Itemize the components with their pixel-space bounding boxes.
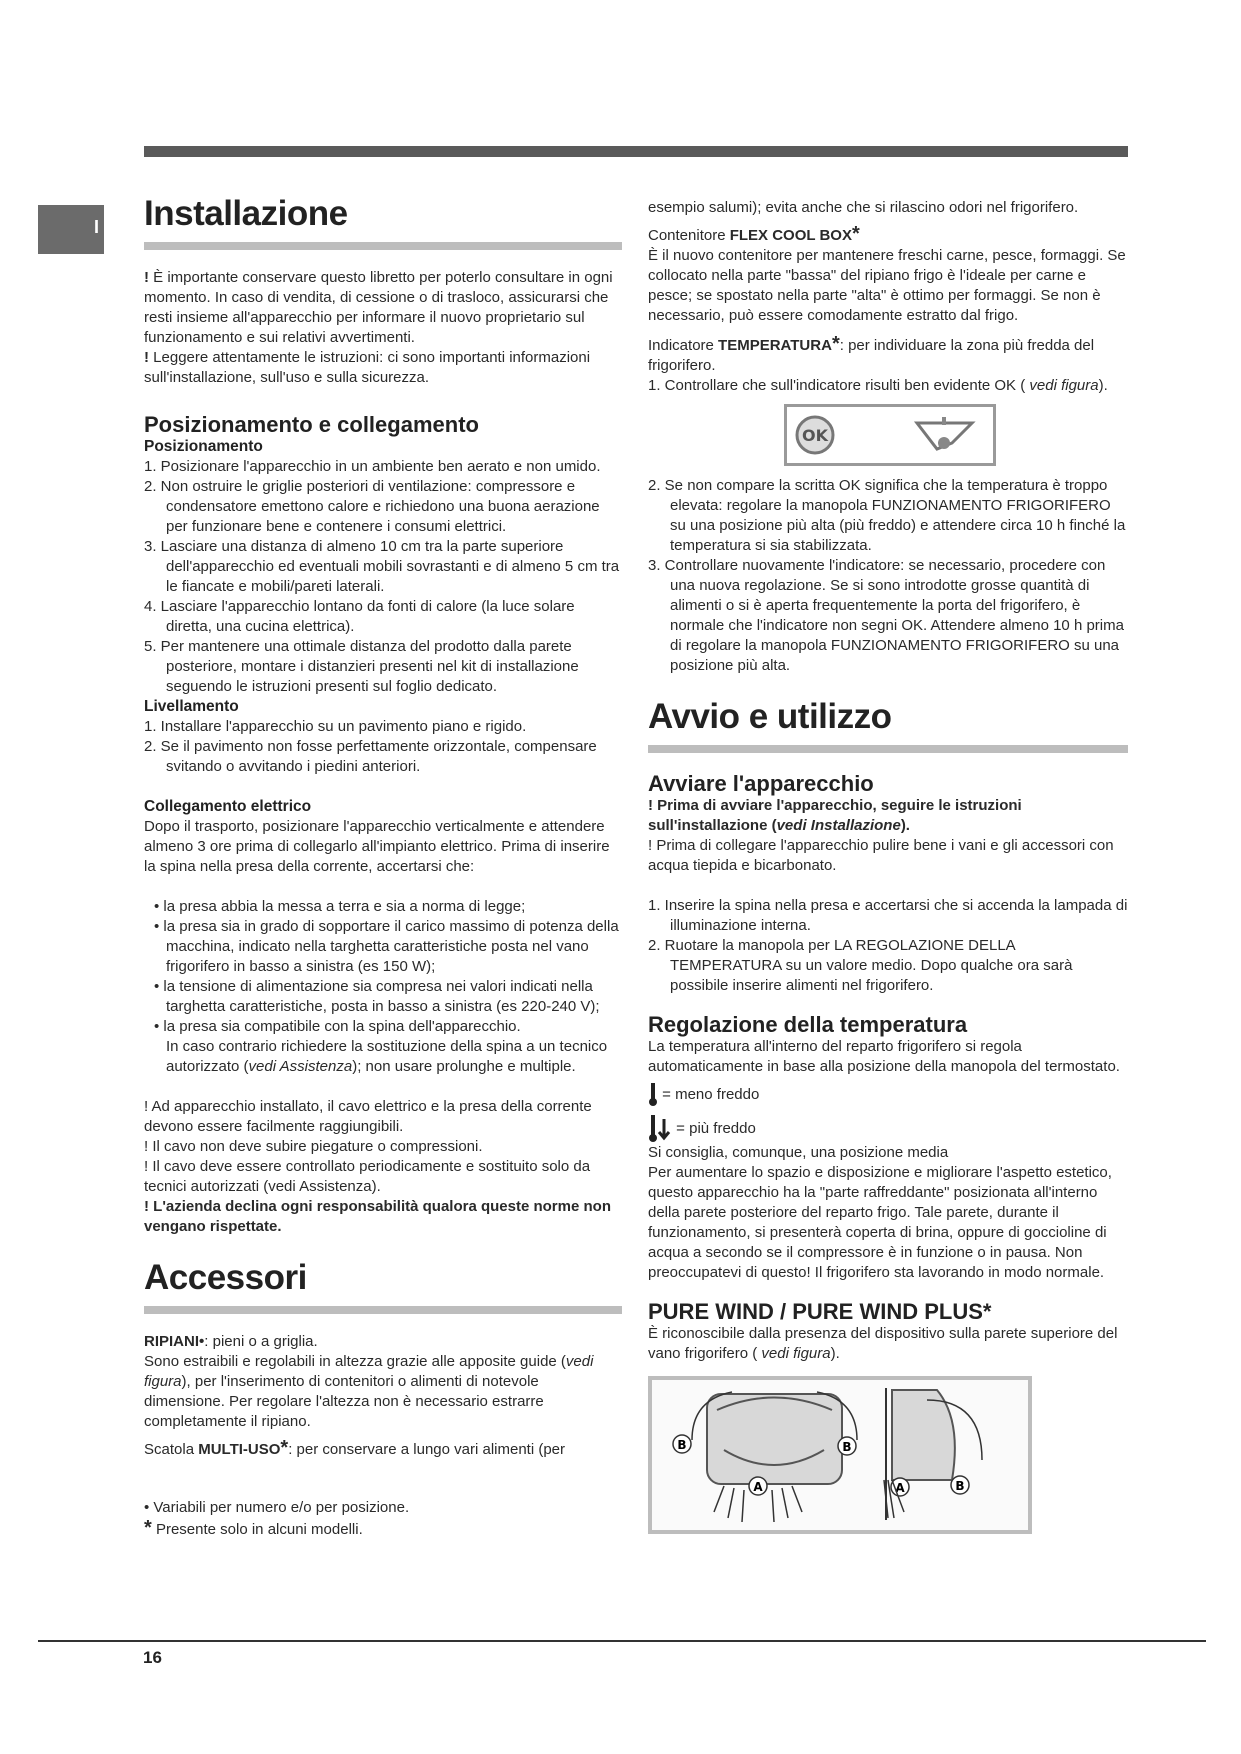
avviare-warning-2: ! Prima di collegare l'apparecchio pulire bene i vani e gli accessori con acqua tiepida e bicarbonato. xyxy=(648,836,1114,874)
language-tab: I xyxy=(38,205,104,254)
list-item: 1. Posizionare l'apparecchio in un ambiente ben aerato e non umido. xyxy=(144,457,601,475)
list-collegamento xyxy=(144,897,622,1037)
left-column xyxy=(144,195,622,1540)
svg-text:B: B xyxy=(842,1440,852,1455)
ripiani-description: Sono estraibili e regolabili in altezza grazie alle apposite guide (vedi figura), per l'inserimento di contenitori o alimenti di notevole dimensione. Per regolare l'altezza non è necessario estrarre completamente il ripiano. xyxy=(144,1352,594,1430)
collegamento-paragraph: Dopo il trasporto, posizionare l'apparecchio verticalmente e attendere almeno 3 ore prima di collegarlo all'impianto elettrico. Prima di inserire la spina nella presa della corrente, accertarsi che: xyxy=(144,818,610,876)
section-title-avvio: Avvio e utilizzo xyxy=(648,697,892,736)
collegamento-contrary: In caso contrario richiedere la sostituzione della spina a un tecnico autorizzato (vedi Assistenza); non usare prolunghe e multiple. xyxy=(166,1038,608,1076)
list-item: • la tensione di alimentazione sia compresa nei valori indicati nella targhetta caratteristiche, posta in basso a sinistra (es 220-240 V); xyxy=(154,978,600,1016)
right-column xyxy=(648,198,1128,1534)
ok-indicator-icon xyxy=(787,407,993,463)
list-item: 3. Lasciare una distanza di almeno 10 cm tra la parte superiore dell'apparecchio ed eventuali mobili sovrastanti e di almeno 5 cm tra le fiancate e mobili/pareti laterali. xyxy=(144,537,620,595)
title-underline xyxy=(144,242,622,250)
svg-text:B: B xyxy=(955,1479,965,1494)
section-title-accessori: Accessori xyxy=(144,1258,307,1298)
thermometer-down-icon xyxy=(648,1115,672,1143)
list-item: 1. Installare l'apparecchio su un pavimento piano e rigido. xyxy=(144,718,527,736)
flex-cool-box-description: È il nuovo contenitore per mantenere freschi carne, pesce, formaggi. Se collocato nella parte "bassa" del ripiano frigo è l'ideale per carne e pesce; se spostato nella parte "alta" è ottimo per formaggi. Se non è necessario, può essere comodamente estratto dal frigo. xyxy=(648,247,1126,324)
warning-2: ! Il cavo non deve subire piegature o compressioni. xyxy=(144,1138,483,1156)
footnote-variabili: • Variabili per numero e/o per posizione. xyxy=(144,1498,410,1516)
pure-wind-figure xyxy=(648,1376,1032,1534)
ripiani-line: RIPIANI•: pieni o a griglia. xyxy=(144,1332,318,1350)
page-number: 16 xyxy=(143,1648,162,1667)
temperature-indicator-figure xyxy=(784,404,996,466)
bottom-rule xyxy=(38,1640,1206,1642)
list-livellamento xyxy=(144,717,622,777)
intro-paragraph-1: ! È importante conservare questo libretto per poterlo consultare in ogni momento. In caso di vendita, di cessione o di trasloco, assicurarsi che resti insieme all'apparecchio per informare il nuovo proprietario sul funzionamento e sui relativi avvertimenti. xyxy=(144,268,613,346)
flex-cool-box-line: Contenitore FLEX COOL BOX* xyxy=(648,223,860,245)
svg-text:A: A xyxy=(753,1480,763,1495)
section-title-installazione: Installazione xyxy=(144,194,348,233)
regolazione-descrizione: Per aumentare lo spazio e disposizione e migliorare l'aspetto estetico, questo apparecchio ha la "parte raffreddante" posizionata all'interno della parete posteriore del reparto frigo. Tale parete, durante il funzionamento, si presenterà coperta di brina, oppure di goccioline di acqua a secondo se il compressore è in funzione o in pausa. Non preoccupatevi di questo! Il frigorifero sta lavorando in modo normale. xyxy=(648,1164,1112,1282)
pure-wind-paragraph: È riconoscibile dalla presenza del dispositivo sulla parete superiore del vano frigorifero ( vedi figura). xyxy=(648,1325,1118,1363)
list-item: 2. Se non compare la scritta OK significa che la temperatura è troppo elevata: regolare la manopola FUNZIONAMENTO FRIGORIFERO su una posizione più alta (più freddo) e attendere circa 10 h finché la temperatura si sia stabilizzata. xyxy=(648,477,1126,554)
avviare-warning: ! Prima di avviare l'apparecchio, seguire le istruzioni sull'installazione (vedi Installazione). xyxy=(648,796,1022,834)
list-item: 2. Se il pavimento non fosse perfettamente orizzontale, compensare svitando o avvitando i piedini anteriori. xyxy=(144,738,597,776)
subheading-collegamento-elettrico: Collegamento elettrico xyxy=(144,798,312,816)
scatola-line: Scatola MULTI-USO*: per conservare a lungo vari alimenti (per xyxy=(144,1436,566,1459)
intro-paragraph-2: ! Leggere attentamente le istruzioni: ci sono importanti informazioni sull'installazione, sull'uso e sulla sicurezza. xyxy=(144,348,591,386)
regolazione-consiglio: Si consiglia, comunque, una posizione media xyxy=(648,1144,949,1162)
list-item: • la presa abbia la messa a terra e sia a norma di legge; xyxy=(154,898,526,916)
footnote-presente: * Presente solo in alcuni modelli. xyxy=(144,1516,363,1539)
list-item: 3. Controllare nuovamente l'indicatore: se necessario, procedere con una nuova regolazione. Se si sono introdotte grosse quantità di alimenti o si è aperta frequentemente la porta del frigorifero, è normale che l'indicatore non segni OK. Attendere almeno 10 h prima di regolare la manopola FUNZIONAMENTO FRIGORIFERO su una posizione più alta. xyxy=(648,557,1124,674)
list-item: 4. Lasciare l'apparecchio lontano da fonti di calore (la luce solare diretta, una cucina elettrica). xyxy=(144,597,575,635)
list-temperatura-2 xyxy=(648,476,1128,676)
subheading-livellamento: Livellamento xyxy=(144,697,239,715)
top-rule xyxy=(144,146,1128,157)
pure-wind-diagram-icon xyxy=(652,1380,1028,1530)
heading-pure-wind: PURE WIND / PURE WIND PLUS* xyxy=(648,1299,992,1325)
warning-1: ! Ad apparecchio installato, il cavo elettrico e la presa della corrente devono essere facilmente raggiungibili. xyxy=(144,1098,592,1136)
regolazione-paragraph: La temperatura all'interno del reparto frigorifero si regola automaticamente in base alla posizione della manopola del termostato. xyxy=(648,1038,1120,1076)
title-underline xyxy=(648,745,1128,753)
temperatura-line: Indicatore TEMPERATURA*: per individuare la zona più fredda del frigorifero. xyxy=(648,333,1095,374)
heading-regolazione: Regolazione della temperatura xyxy=(648,1011,968,1037)
list-item: 2. Non ostruire le griglie posteriori di ventilazione: compressore e condensatore emettono calore e richiedono una buona aerazione per funzionare bene e contenere i consumi elettrici. xyxy=(144,477,600,535)
title-underline xyxy=(144,1306,622,1314)
list-item: 5. Per mantenere una ottimale distanza del prodotto dalla parete posteriore, montare i distanzieri presenti nel kit di installazione seguendo le istruzioni presenti sul foglio dedicato. xyxy=(144,637,579,695)
list-item: • la presa sia in grado di sopportare il carico massimo di potenza della macchina, indicato nella targhetta caratteristiche posta nel vano frigorifero in basso a sinistra (es 150 W); xyxy=(154,918,619,976)
piu-freddo-line: = più freddo xyxy=(648,1115,1128,1143)
warning-3: ! Il cavo deve essere controllato periodicamente e sostituito solo da tecnici autorizzati (vedi Assistenza). xyxy=(144,1158,591,1196)
list-posizionamento xyxy=(144,457,622,697)
list-item: 2. Ruotare la manopola per LA REGOLAZIONE DELLA TEMPERATURA su un valore medio. Dopo qualche ora sarà possibile inserire alimenti nel frigorifero. xyxy=(648,936,1073,994)
list-item: • la presa sia compatibile con la spina dell'apparecchio. xyxy=(154,1018,521,1036)
heading-avviare: Avviare l'apparecchio xyxy=(648,770,874,796)
svg-text:A: A xyxy=(895,1481,905,1496)
list-item: 1. Inserire la spina nella presa e accertarsi che si accenda la lampada di illuminazione interna. xyxy=(648,896,1128,934)
list-temperatura-1 xyxy=(648,376,1128,396)
svg-text:B: B xyxy=(677,1438,687,1453)
warning-4: ! L'azienda declina ogni responsabilità qualora queste norme non vengano rispettate. xyxy=(144,1198,611,1236)
svg-text:OK: OK xyxy=(802,426,828,445)
meno-freddo-line: = meno freddo xyxy=(648,1083,1128,1107)
list-item: 1. Controllare che sull'indicatore risulti ben evidente OK ( vedi figura). xyxy=(648,377,1108,394)
continuation-text: esempio salumi); evita anche che si rilascino odori nel frigorifero. xyxy=(648,199,1079,216)
heading-posizionamento-collegamento: Posizionamento e collegamento xyxy=(144,411,479,437)
subheading-posizionamento: Posizionamento xyxy=(144,437,263,455)
thermometer-icon xyxy=(648,1083,658,1107)
list-avviare xyxy=(648,896,1128,996)
